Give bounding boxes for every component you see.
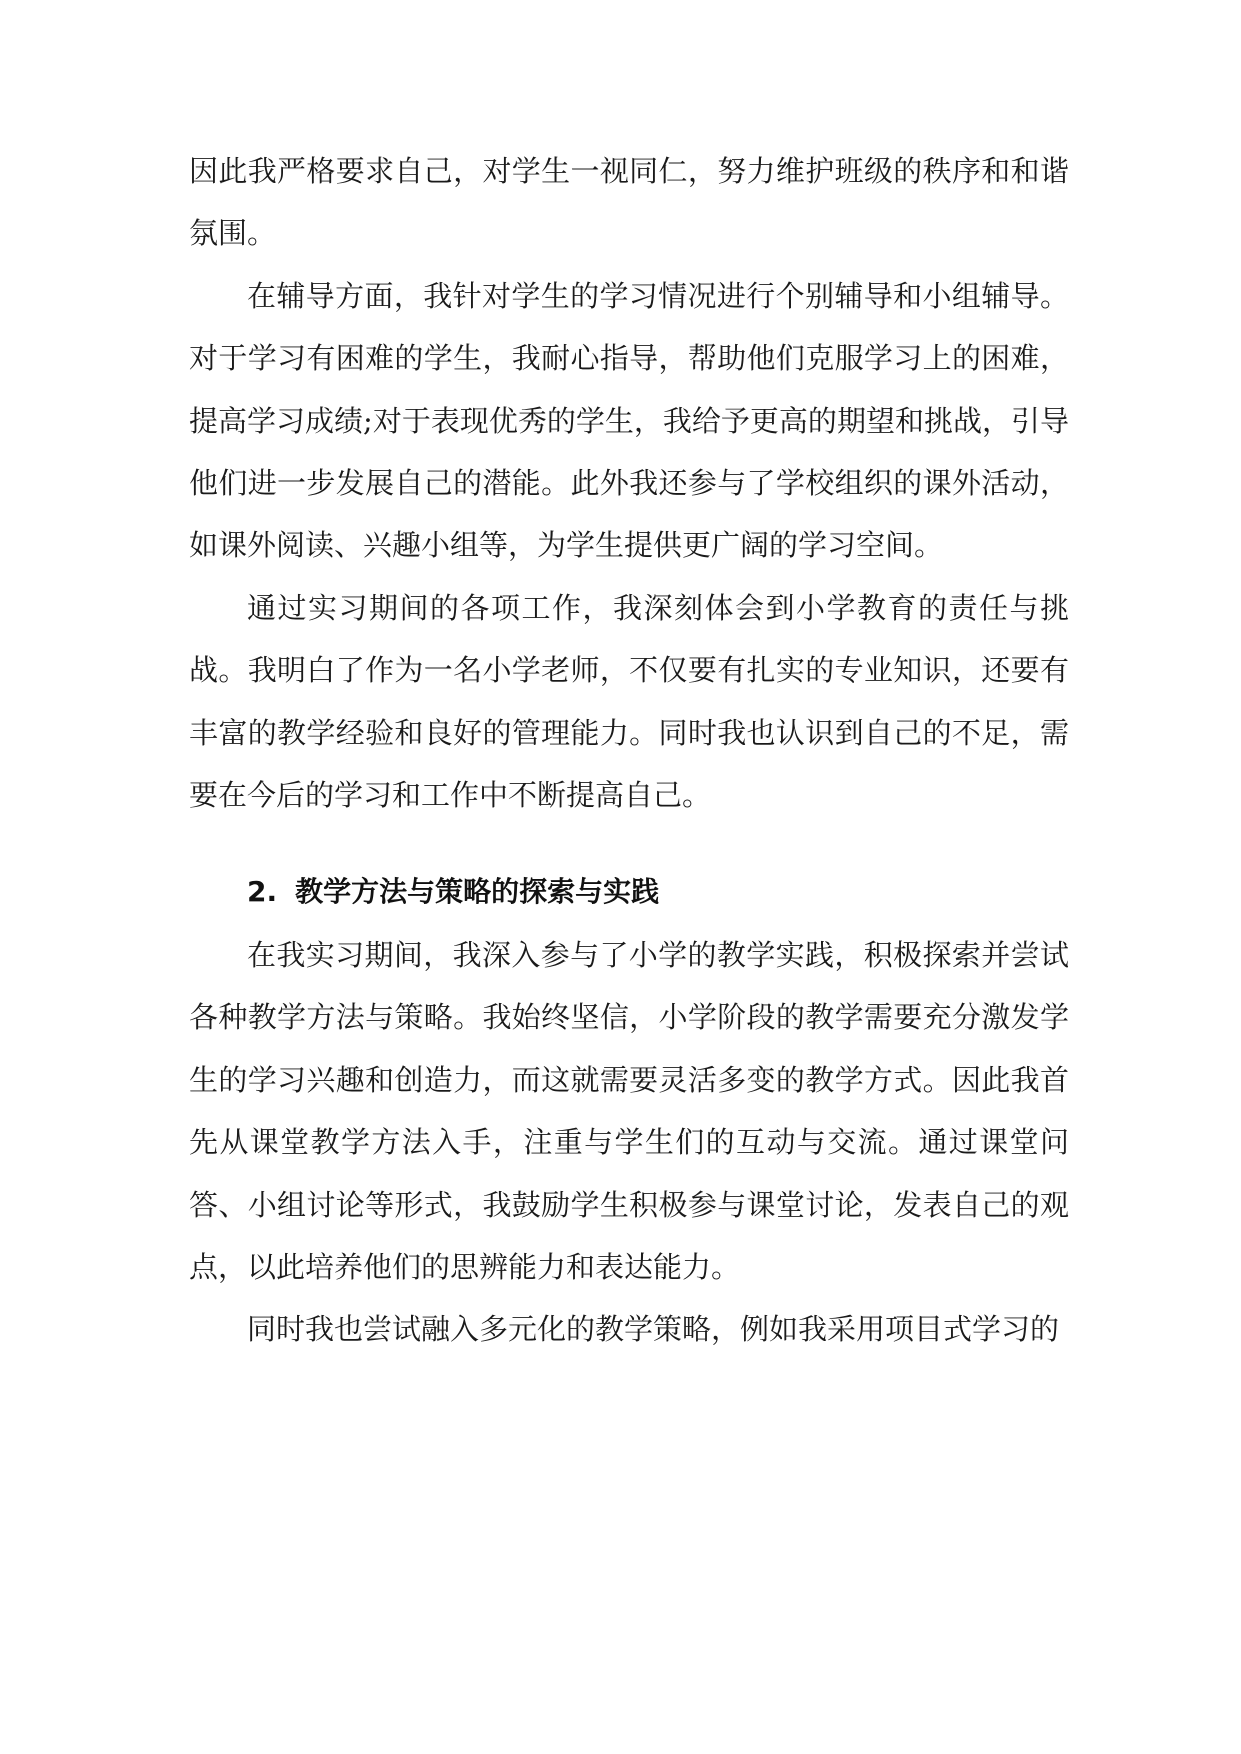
paragraph-class-order: 因此我严格要求自己，对学生一视同仁，努力维护班级的秩序和和谐氛围。 bbox=[189, 154, 1069, 251]
paragraph-tutoring: 在辅导方面，我针对学生的学习情况进行个别辅导和小组辅导。对于学习有困难的学生，我耐心指导，帮助他们克服学习上的困难，提高学习成绩;对于表现优秀的学生，我给予更高的期望和挑战，引导他们进一步发展自己的潜能。此外我还参与了学校组织的课外活动，如课外阅读、兴趣小组等，为学生提供更广阔的学习空间。 bbox=[189, 278, 1069, 563]
section-heading bbox=[189, 861, 1069, 923]
paragraph-teaching-strategy: 同时我也尝试融入多元化的教学策略，例如我采用项目式学习的 bbox=[247, 1312, 1060, 1347]
paragraph-teaching-practice: 在我实习期间，我深入参与了小学的教学实践，积极探索并尝试各种教学方法与策略。我始终坚信，小学阶段的教学需要充分激发学生的学习兴趣和创造力，而这就需要灵活多变的教学方式。因此我首先从课堂教学方法入手，注重与学生们的互动与交流。通过课堂问答、小组讨论等形式，我鼓励学生积极参与课堂讨论，发表自己的观点，以此培养他们的思辨能力和表达能力。 bbox=[189, 937, 1069, 1284]
section-number: 2. bbox=[247, 875, 278, 909]
document-body bbox=[189, 140, 1069, 1361]
section-title: 教学方法与策略的探索与实践 bbox=[295, 875, 660, 909]
paragraph-reflection: 通过实习期间的各项工作，我深刻体会到小学教育的责任与挑战。我明白了作为一名小学老师，不仅要有扎实的专业知识，还要有丰富的教学经验和良好的管理能力。同时我也认识到自己的不足，需要在今后的学习和工作中不断提高自己。 bbox=[189, 590, 1069, 813]
